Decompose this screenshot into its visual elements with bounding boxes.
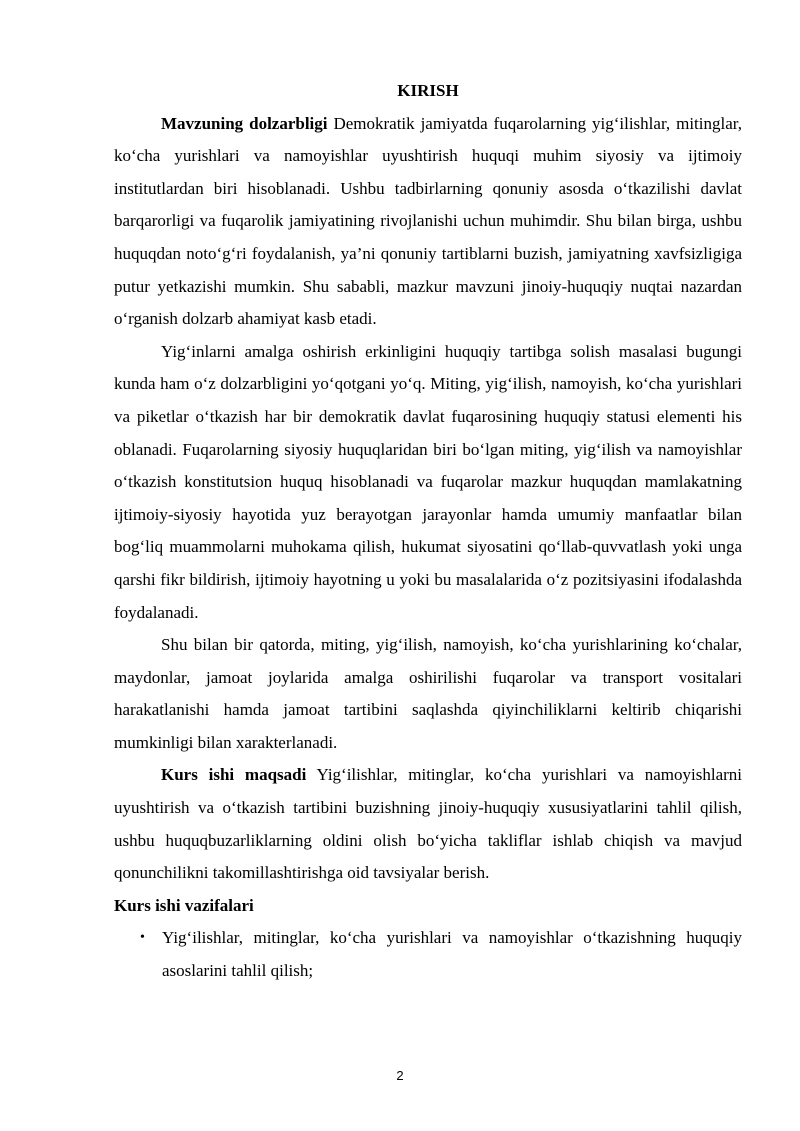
tasks-heading-text: Kurs ishi vazifalari [114, 895, 254, 915]
paragraph-assembly-regulation: Yig‘inlarni amalga oshirish erkinligini huquqiy tartibga solish masalasi bugungi kunda ham o‘z dolzarbligini yo‘qotgani yo‘q. Miting, yig‘ilish, namoyish, ko‘cha yurishlari va piketlar o‘tkazish har bir demokratik davlat fuqarosining huquqiy statusi elementi his oblanadi. Fuqarolarning siyosiy huquqlaridan biri bo‘lgan miting, yig‘ilish va namoyishlar o‘tkazish konstitutsion huquq hisoblanadi va fuqarolar mazkur huquqdan mamlakatning ijtimoiy-siyosiy hayotida yuz berayotgan jarayonlar hamda umumiy manfaatlar bilan bog‘liq muammolarni muhokama qilish, hukumat siyosatini qo‘llab-quvvatlash yoki unga qarshi fikr bildirish, ijtimoiy hayotning u yoki bu masalalarida o‘z pozitsiyasini ifodalashda foydalanadi. [114, 341, 742, 622]
paragraph-relevance [114, 108, 742, 336]
tasks-list [114, 922, 742, 987]
relevance-lead: Mavzuning dolzarbligi [161, 113, 328, 133]
page-content [114, 75, 742, 988]
paragraph-goal [114, 759, 742, 889]
task-text: Yig‘ilishlar, mitinglar, ko‘cha yurishlari va namoyishlar o‘tkazishning huquqiy asoslarini tahlil qilish; [162, 928, 742, 981]
relevance-text: Demokratik jamiyatda fuqarolarning yig‘ilishlar, mitinglar, ko‘cha yurishlari va namoyishlar uyushtirish huquqi muhim siyosiy va ijtimoiy institutlardan biri hisoblanadi. Ushbu tadbirlarning qonuniy asosda o‘tkazilishi davlat barqarorligi va fuqarolik jamiyatining rivojlanishi uchun muhimdir. Shu bilan birga, ushbu huquqdan noto‘g‘ri foydalanish, ya’ni qonuniy tartiblarni buzish, jamiyatning xavfsizligiga putur yetkazishi mumkin. Shu sababli, mazkur mavzuni jinoiy-huquqiy nuqtai nazardan o‘rganish dolzarb ahamiyat kasb etadi. [114, 113, 742, 329]
list-item [114, 922, 742, 987]
goal-text: Yig‘ilishlar, mitinglar, ko‘cha yurishlari va namoyishlarni uyushtirish va o‘tkazish tartibini buzishning jinoiy-huquqiy xususiyatlarini tahlil qilish, ushbu huquqbuzarliklarning oldini olish bo‘yicha takliflar ishlab chiqish va mavjud qonunchilikni takomillashtirishga oid tavsiyalar berish. [114, 765, 742, 883]
goal-lead: Kurs ishi maqsadi [161, 765, 307, 785]
page-title: KIRISH [397, 81, 459, 100]
paragraph-public-order: Shu bilan bir qatorda, miting, yig‘ilish, namoyish, ko‘cha yurishlarining ko‘chalar, maydonlar, jamoat joylarida amalga oshirilishi fuqarolar va transport vositalari harakatlanishi hamda jamoat tartibini saqlashda qiyinchiliklarni keltirib chiqarishi mumkinligi bilan xarakterlanadi. [114, 635, 742, 752]
tasks-heading [114, 890, 742, 923]
bullet-icon: • [140, 930, 145, 946]
page-number: 2 [396, 1068, 404, 1083]
